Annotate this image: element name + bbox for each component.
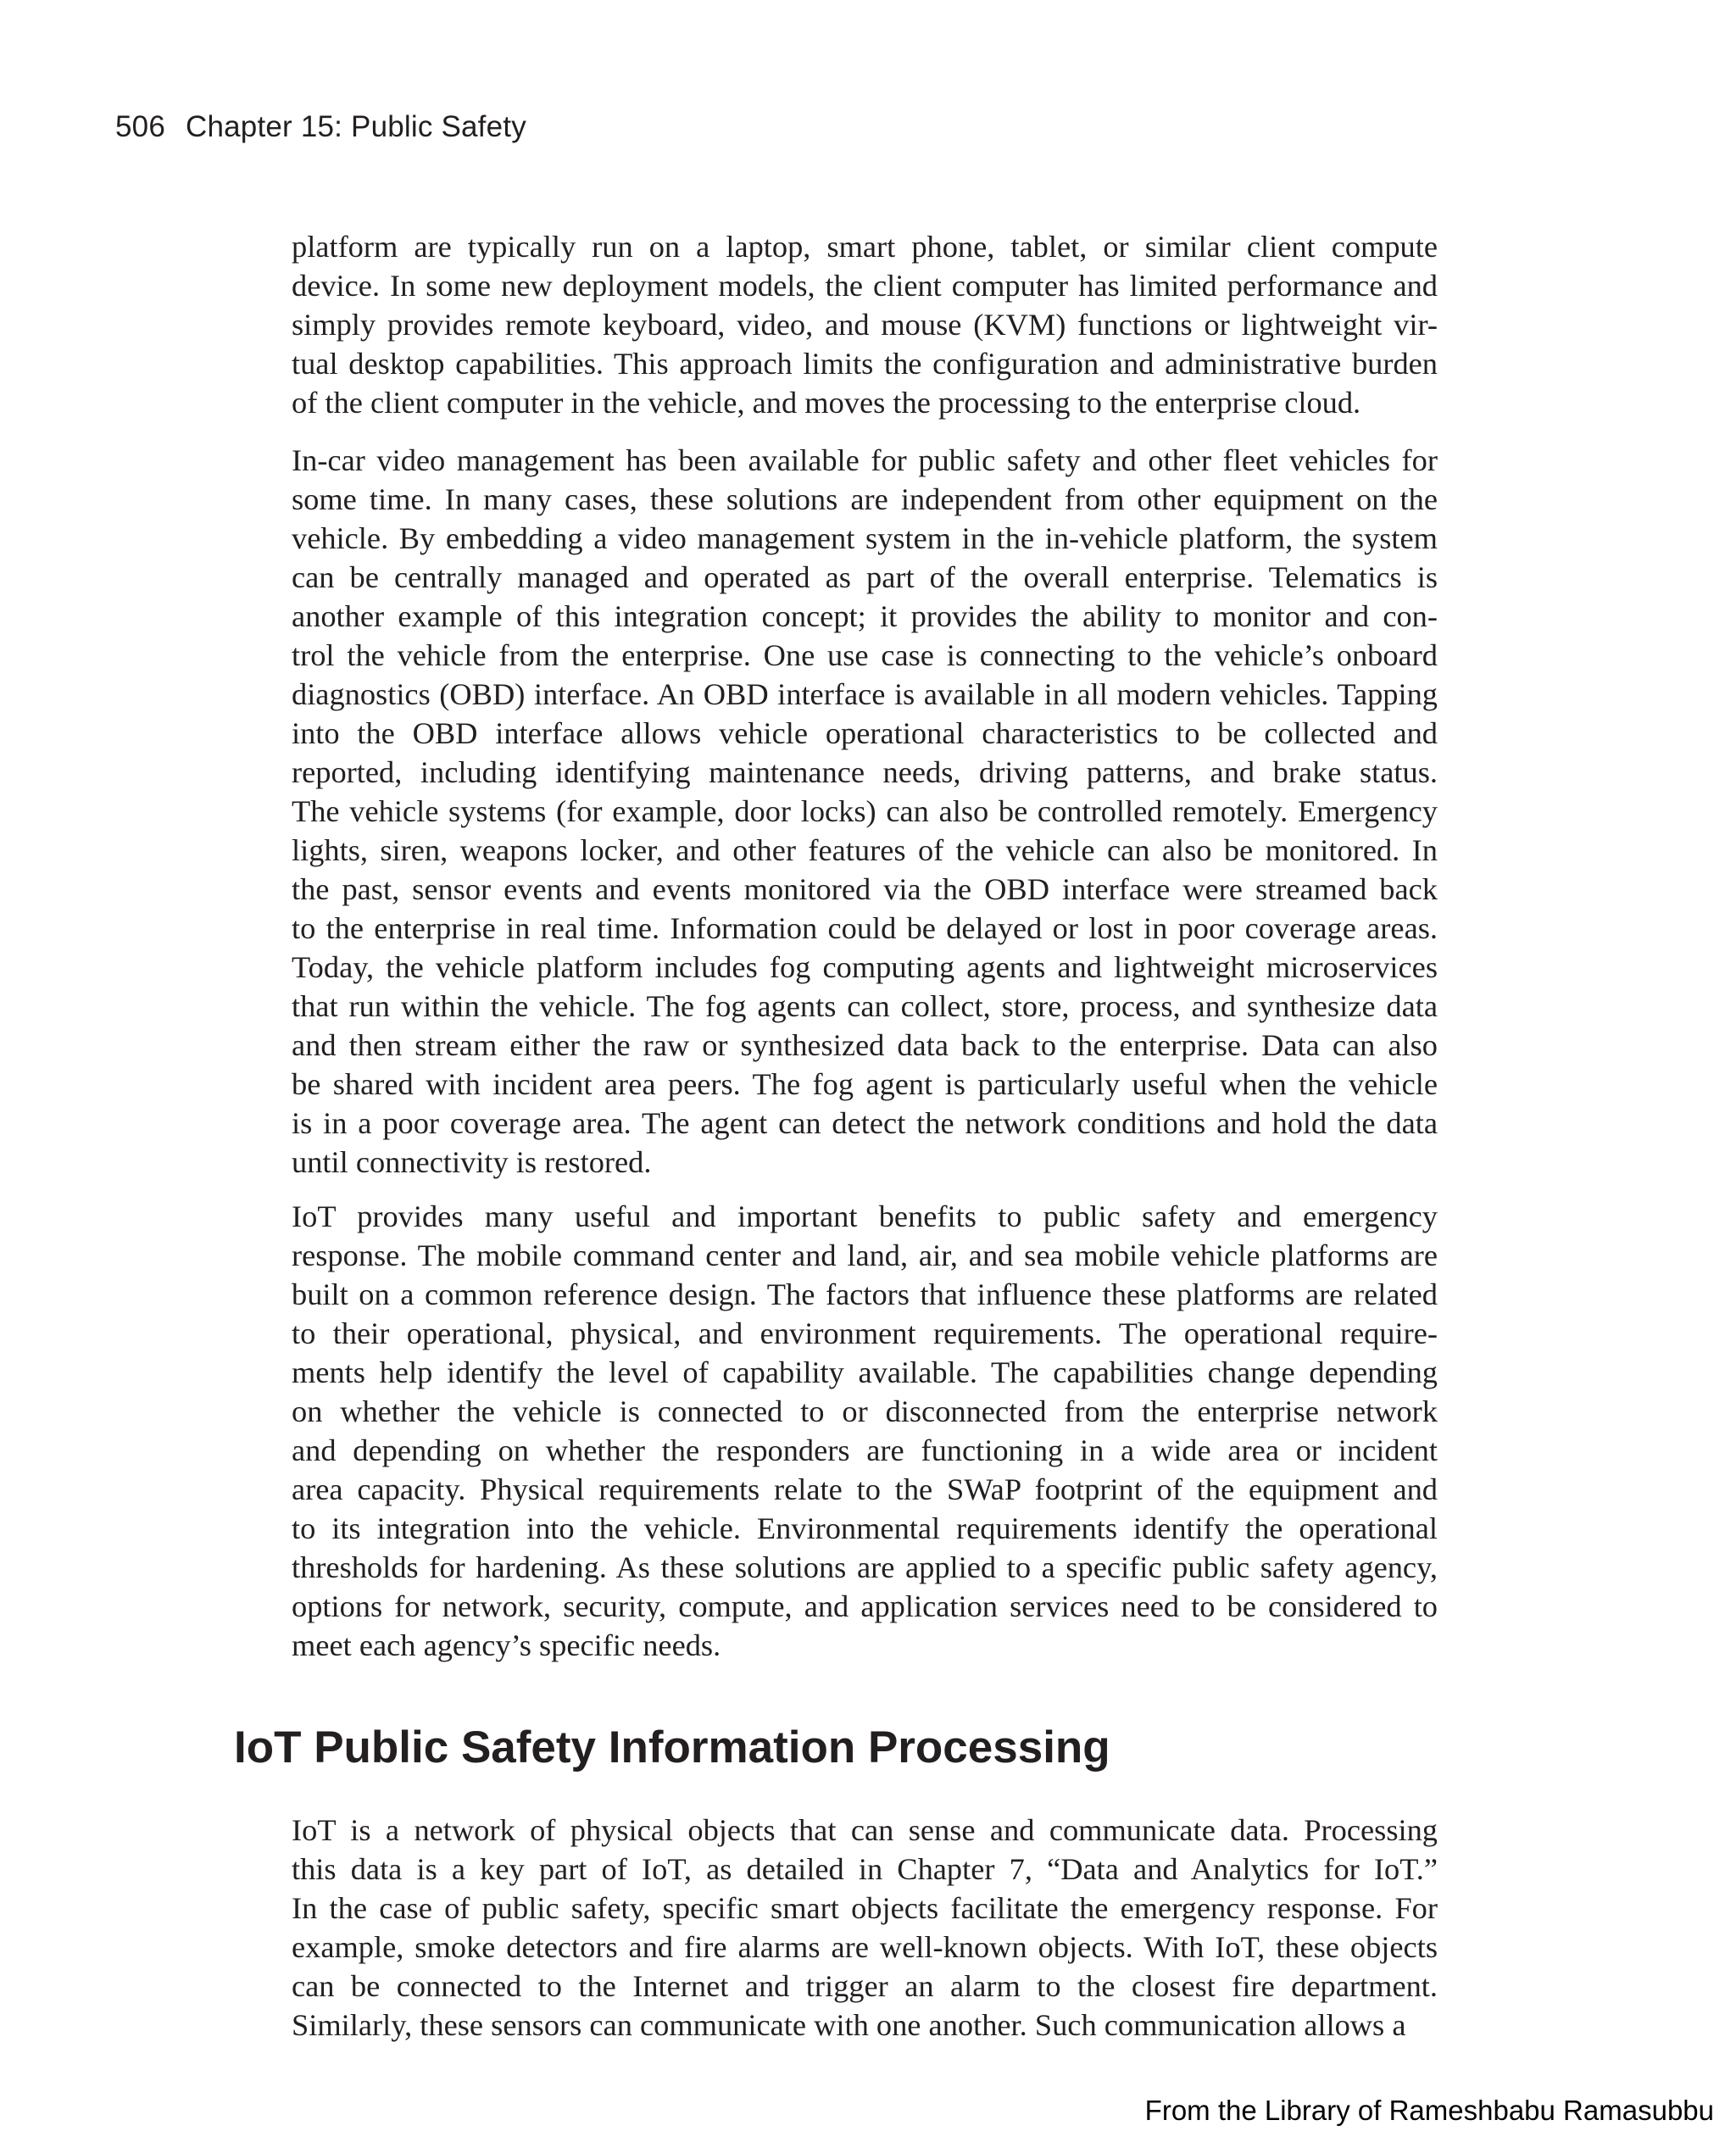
text-line: be shared with incident area peers. The fog agent is particularly useful when the vehicle	[292, 1067, 1438, 1101]
text-line: In-car video management has been available for public safety and other fleet vehicles for	[292, 443, 1438, 477]
text-line: Today, the vehicle platform includes fog computing agents and lightweight microservices	[292, 950, 1438, 984]
page-number: 506	[115, 110, 165, 143]
text-line: simply provides remote keyboard, video, and mouse (KVM) functions or lightweight vir-	[292, 308, 1438, 342]
text-line: on whether the vehicle is connected to or disconnected from the enterprise network	[292, 1394, 1438, 1428]
text-line: this data is a key part of IoT, as detailed in Chapter 7, “Data and Analytics for IoT.”	[292, 1852, 1438, 1886]
text-line: some time. In many cases, these solutions are independent from other equipment on the	[292, 482, 1438, 516]
text-line: diagnostics (OBD) interface. An OBD interface is available in all modern vehicles. Tapping	[292, 677, 1438, 711]
text-line: response. The mobile command center and land, air, and sea mobile vehicle platforms are	[292, 1238, 1438, 1272]
text-line: into the OBD interface allows vehicle operational characteristics to be collected and	[292, 716, 1438, 750]
text-line: to their operational, physical, and environment requirements. The operational require-	[292, 1316, 1438, 1350]
paragraph-iot-processing	[292, 1811, 1438, 2045]
text-line: options for network, security, compute, and application services need to be considered to	[292, 1589, 1438, 1623]
text-line: IoT is a network of physical objects that can sense and communicate data. Processing	[292, 1813, 1438, 1847]
text-line: Similarly, these sensors can communicate with one another. Such communication allows a	[292, 2008, 1406, 2042]
text-line: meet each agency’s specific needs.	[292, 1628, 721, 1662]
text-line: until connectivity is restored.	[292, 1145, 652, 1179]
text-line: ments help identify the level of capability available. The capabilities change depending	[292, 1355, 1438, 1389]
text-line: example, smoke detectors and fire alarms are well-known objects. With IoT, these objects	[292, 1930, 1438, 1964]
paragraph-iot-benefits	[292, 1197, 1438, 1665]
chapter-title: Chapter 15: Public Safety	[186, 110, 526, 143]
text-line: trol the vehicle from the enterprise. One use case is connecting to the vehicle’s onboard	[292, 638, 1438, 672]
text-line: to its integration into the vehicle. Environmental requirements identify the operational	[292, 1511, 1438, 1545]
text-line: The vehicle systems (for example, door locks) can also be controlled remotely. Emergency	[292, 794, 1438, 828]
section-heading: IoT Public Safety Information Processing	[234, 1722, 1110, 1772]
text-line: is in a poor coverage area. The agent can detect the network conditions and hold the data	[292, 1106, 1438, 1140]
text-line: can be connected to the Internet and trigger an alarm to the closest fire department.	[292, 1969, 1438, 2003]
library-watermark: From the Library of Rameshbabu Ramasubbu	[1144, 2095, 1714, 2126]
text-line: platform are typically run on a laptop, smart phone, tablet, or similar client compute	[292, 230, 1438, 264]
text-line: that run within the vehicle. The fog agents can collect, store, process, and synthesize data	[292, 989, 1438, 1023]
paragraph-in-car-video	[292, 441, 1438, 1182]
text-line: lights, siren, weapons locker, and other features of the vehicle can also be monitored. In	[292, 833, 1438, 867]
text-line: vehicle. By embedding a video management system in the in-vehicle platform, the system	[292, 521, 1438, 555]
text-line: area capacity. Physical requirements relate to the SWaP footprint of the equipment and	[292, 1472, 1438, 1506]
text-line: device. In some new deployment models, the client computer has limited performance and	[292, 269, 1438, 303]
text-line: of the client computer in the vehicle, and moves the processing to the enterprise cloud.	[292, 386, 1361, 420]
paragraph-vehicle-client	[292, 227, 1438, 422]
text-line: thresholds for hardening. As these solutions are applied to a specific public safety agency,	[292, 1550, 1438, 1584]
text-line: to the enterprise in real time. Information could be delayed or lost in poor coverage areas.	[292, 911, 1438, 945]
running-head	[115, 110, 526, 144]
text-line: the past, sensor events and events monitored via the OBD interface were streamed back	[292, 872, 1438, 906]
text-line: and then stream either the raw or synthesized data back to the enterprise. Data can also	[292, 1028, 1438, 1062]
text-line: reported, including identifying maintenance needs, driving patterns, and brake status.	[292, 755, 1438, 789]
text-line: can be centrally managed and operated as part of the overall enterprise. Telematics is	[292, 560, 1438, 594]
text-line: tual desktop capabilities. This approach limits the configuration and administrative burden	[292, 347, 1438, 381]
text-line: In the case of public safety, specific smart objects facilitate the emergency response. For	[292, 1891, 1438, 1925]
text-line: built on a common reference design. The factors that influence these platforms are related	[292, 1277, 1438, 1311]
text-line: another example of this integration concept; it provides the ability to monitor and con-	[292, 599, 1438, 633]
text-line: IoT provides many useful and important benefits to public safety and emergency	[292, 1199, 1438, 1233]
text-line: and depending on whether the responders are functioning in a wide area or incident	[292, 1433, 1438, 1467]
